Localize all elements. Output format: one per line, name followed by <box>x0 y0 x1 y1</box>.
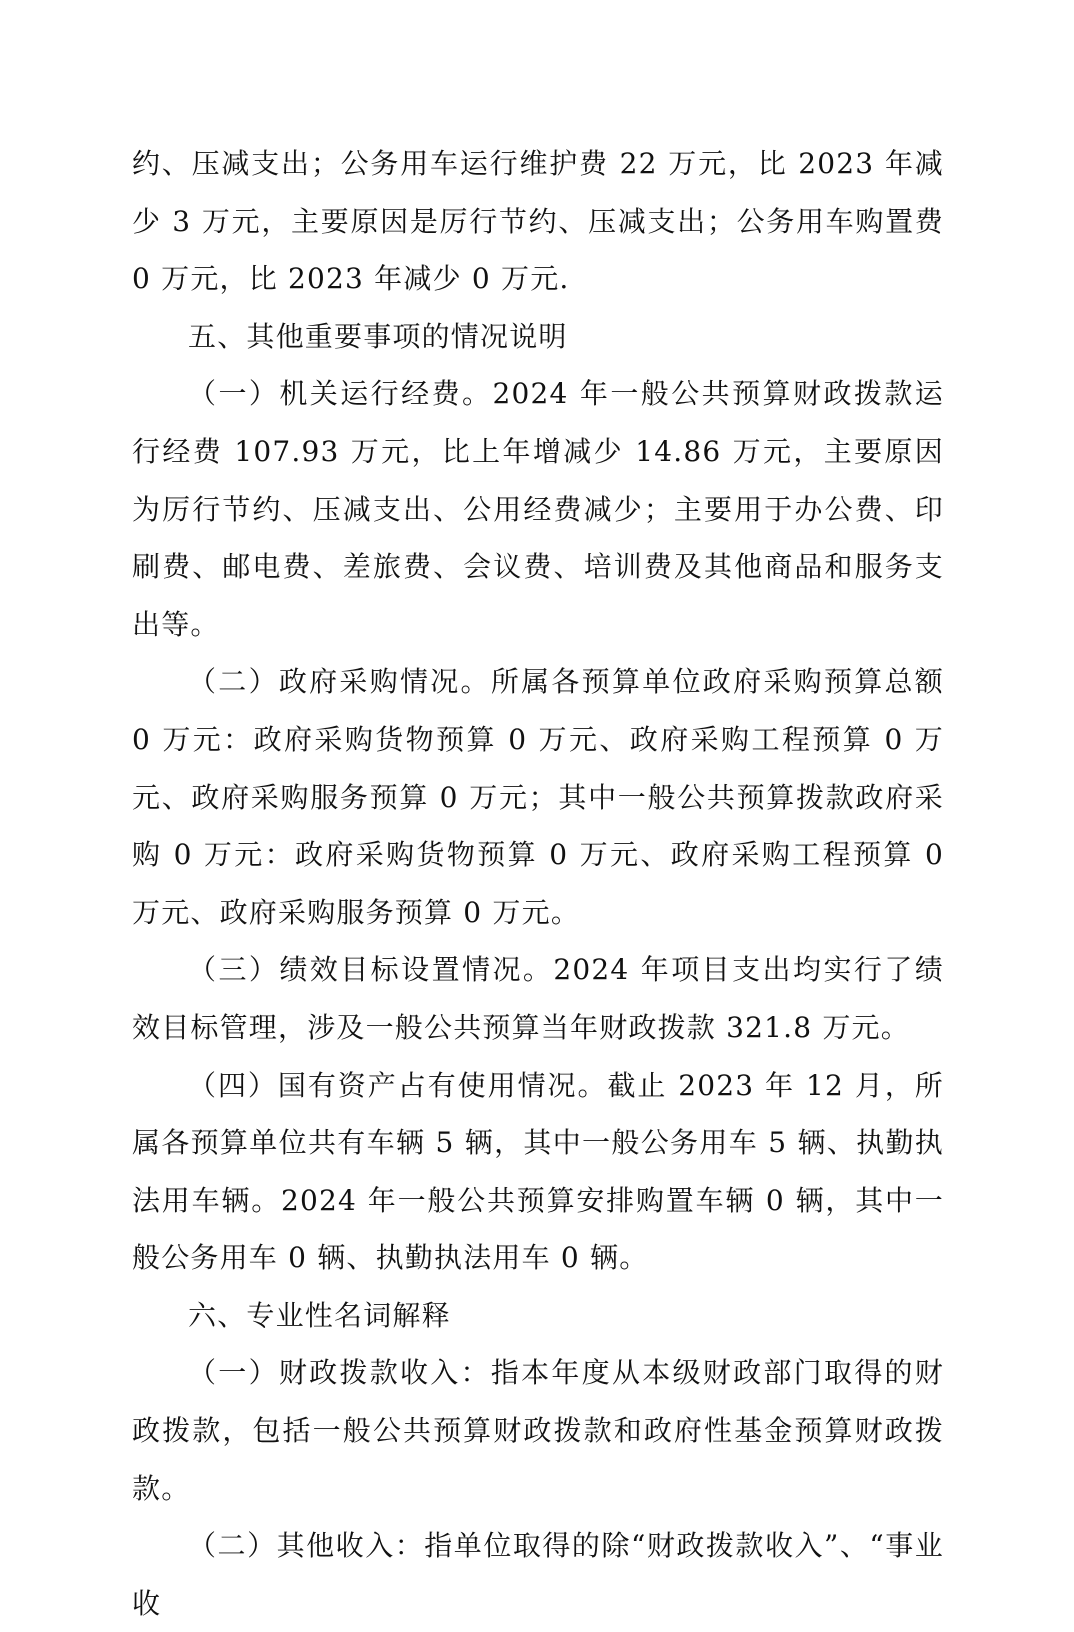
paragraph-other-income: （二）其他收入：指单位取得的除“财政拨款收入”、“事业收 <box>132 1529 944 1620</box>
section-heading-other-important-matters: 五、其他重要事项的情况说明 <box>188 319 568 353</box>
document-body <box>132 135 944 1632</box>
paragraph-fiscal-appropriation-income: （一）财政拨款收入：指本年度从本级财政部门取得的财政拨款，包括一般公共预算财政拨款和政府性基金预算财政拨款。 <box>132 1356 944 1505</box>
section-heading-terminology: 六、专业性名词解释 <box>188 1298 451 1332</box>
paragraph-operating-funds: （一）机关运行经费。2024 年一般公共预算财政拨款运行经费 107.93 万元，比上年增减少 14.86 万元，主要原因为厉行节约、压减支出、公用经费减少；主要用于办公费、印刷费、邮电费、差旅费、会议费、培训费及其他商品和服务支出等。 <box>132 377 944 641</box>
paragraph-vehicle-expenses-continued: 约、压减支出；公务用车运行维护费 22 万元，比 2023 年减少 3 万元，主要原因是厉行节约、压减支出；公务用车购置费 0 万元，比 2023 年减少 0 万元. <box>132 147 944 296</box>
paragraph-performance-targets: （三）绩效目标设置情况。2024 年项目支出均实行了绩效目标管理，涉及一般公共预算当年财政拨款 321.8 万元。 <box>132 953 944 1044</box>
paragraph-government-procurement: （二）政府采购情况。所属各预算单位政府采购预算总额 0 万元：政府采购货物预算 0 万元、政府采购工程预算 0 万元、政府采购服务预算 0 万元；其中一般公共预算拨款政府采购 0 万元：政府采购货物预算 0 万元、政府采购工程预算 0 万元、政府采购服务预算 0 万元。 <box>132 665 944 929</box>
paragraph-state-assets: （四）国有资产占有使用情况。截止 2023 年 12 月，所属各预算单位共有车辆 5 辆，其中一般公务用车 5 辆、执勤执法用车辆。2024 年一般公共预算安排购置车辆 0 辆，其中一般公务用车 0 辆、执勤执法用车 0 辆。 <box>132 1068 944 1275</box>
